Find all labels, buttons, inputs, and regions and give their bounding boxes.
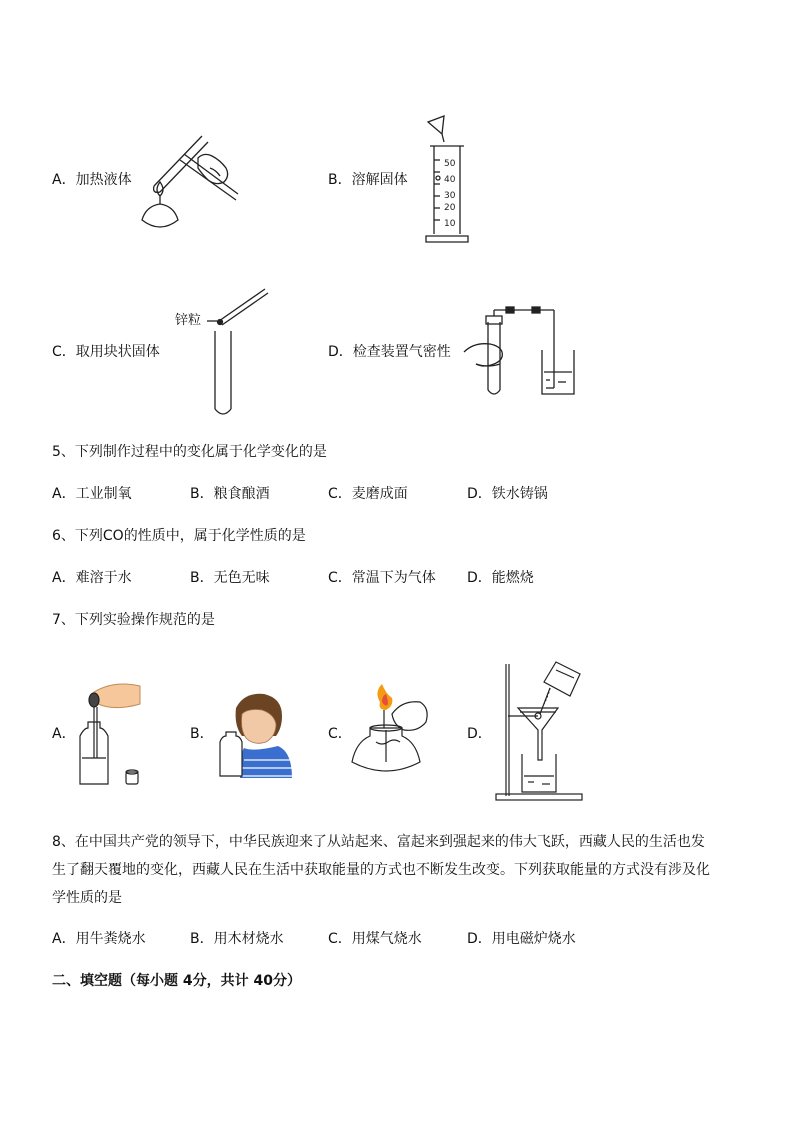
section-2-title: 二、填空题（每小题 4分，共计 40分）: [52, 973, 301, 989]
q4-option-c: C．取用块状固体: [52, 344, 160, 360]
cylinder-tick-40: 40: [444, 175, 456, 185]
q6-option-a: A．难溶于水: [52, 570, 132, 586]
zinc-granule-label: 锌粒: [175, 313, 202, 328]
q8-stem-line-3: 学性质的是: [52, 890, 122, 906]
cylinder-tick-50: 50: [444, 159, 456, 169]
q8-option-d: D．用电磁炉烧水: [467, 931, 576, 947]
q7-option-b: B．: [190, 726, 214, 742]
q7-option-d: D．: [467, 726, 492, 742]
q6-option-b: B．无色无味: [190, 570, 270, 586]
alcohol-lamp-illustration: [346, 684, 436, 779]
q5-stem: 5、下列制作过程中的变化属于化学变化的是: [52, 444, 327, 460]
q5-option-b: B．粮食酿酒: [190, 486, 270, 502]
measuring-cylinder-illustration: [424, 112, 474, 247]
q5-option-c: C．麦磨成面: [328, 486, 408, 502]
q8-option-c: C．用煤气烧水: [328, 931, 422, 947]
q6-option-d: D．能燃烧: [467, 570, 534, 586]
airtightness-check-illustration: [462, 302, 592, 402]
q5-option-d: D．铁水铸锅: [467, 486, 548, 502]
q7-option-c: C．: [328, 726, 352, 742]
filtration-illustration: [494, 660, 590, 805]
q4-option-b: B．溶解固体: [328, 172, 408, 188]
q5-option-a: A．工业制氧: [52, 486, 132, 502]
q6-option-c: C．常温下为气体: [328, 570, 436, 586]
cylinder-tick-30: 30: [444, 191, 456, 201]
cylinder-tick-10: 10: [444, 219, 456, 229]
q8-stem-line-1: 8、在中国共产党的领导下，中华民族迎来了从站起来、富起来到强起来的伟大飞跃，西藏人民的生活也发: [52, 834, 705, 850]
q6-stem: 6、下列CO的性质中，属于化学性质的是: [52, 528, 306, 544]
q8-option-b: B．用木材烧水: [190, 931, 284, 947]
dropper-bottle-illustration: [74, 680, 144, 790]
cylinder-tick-20: 20: [444, 203, 456, 213]
q8-stem-line-2: 生了翻天覆地的变化，西藏人民在生活中获取能量的方式也不断发生改变。下列获取能量的方式没有涉及化: [52, 862, 710, 878]
heating-liquid-illustration: [140, 128, 240, 238]
q7-stem: 7、下列实验操作规范的是: [52, 612, 215, 628]
smelling-gas-illustration: [214, 690, 294, 780]
q4-option-a: A．加热液体: [52, 172, 132, 188]
q8-option-a: A．用牛粪烧水: [52, 931, 146, 947]
q7-option-a: A．: [52, 726, 76, 742]
q4-option-d: D．检查装置气密性: [328, 344, 451, 360]
test-tube-zinc-illustration: [205, 285, 275, 420]
